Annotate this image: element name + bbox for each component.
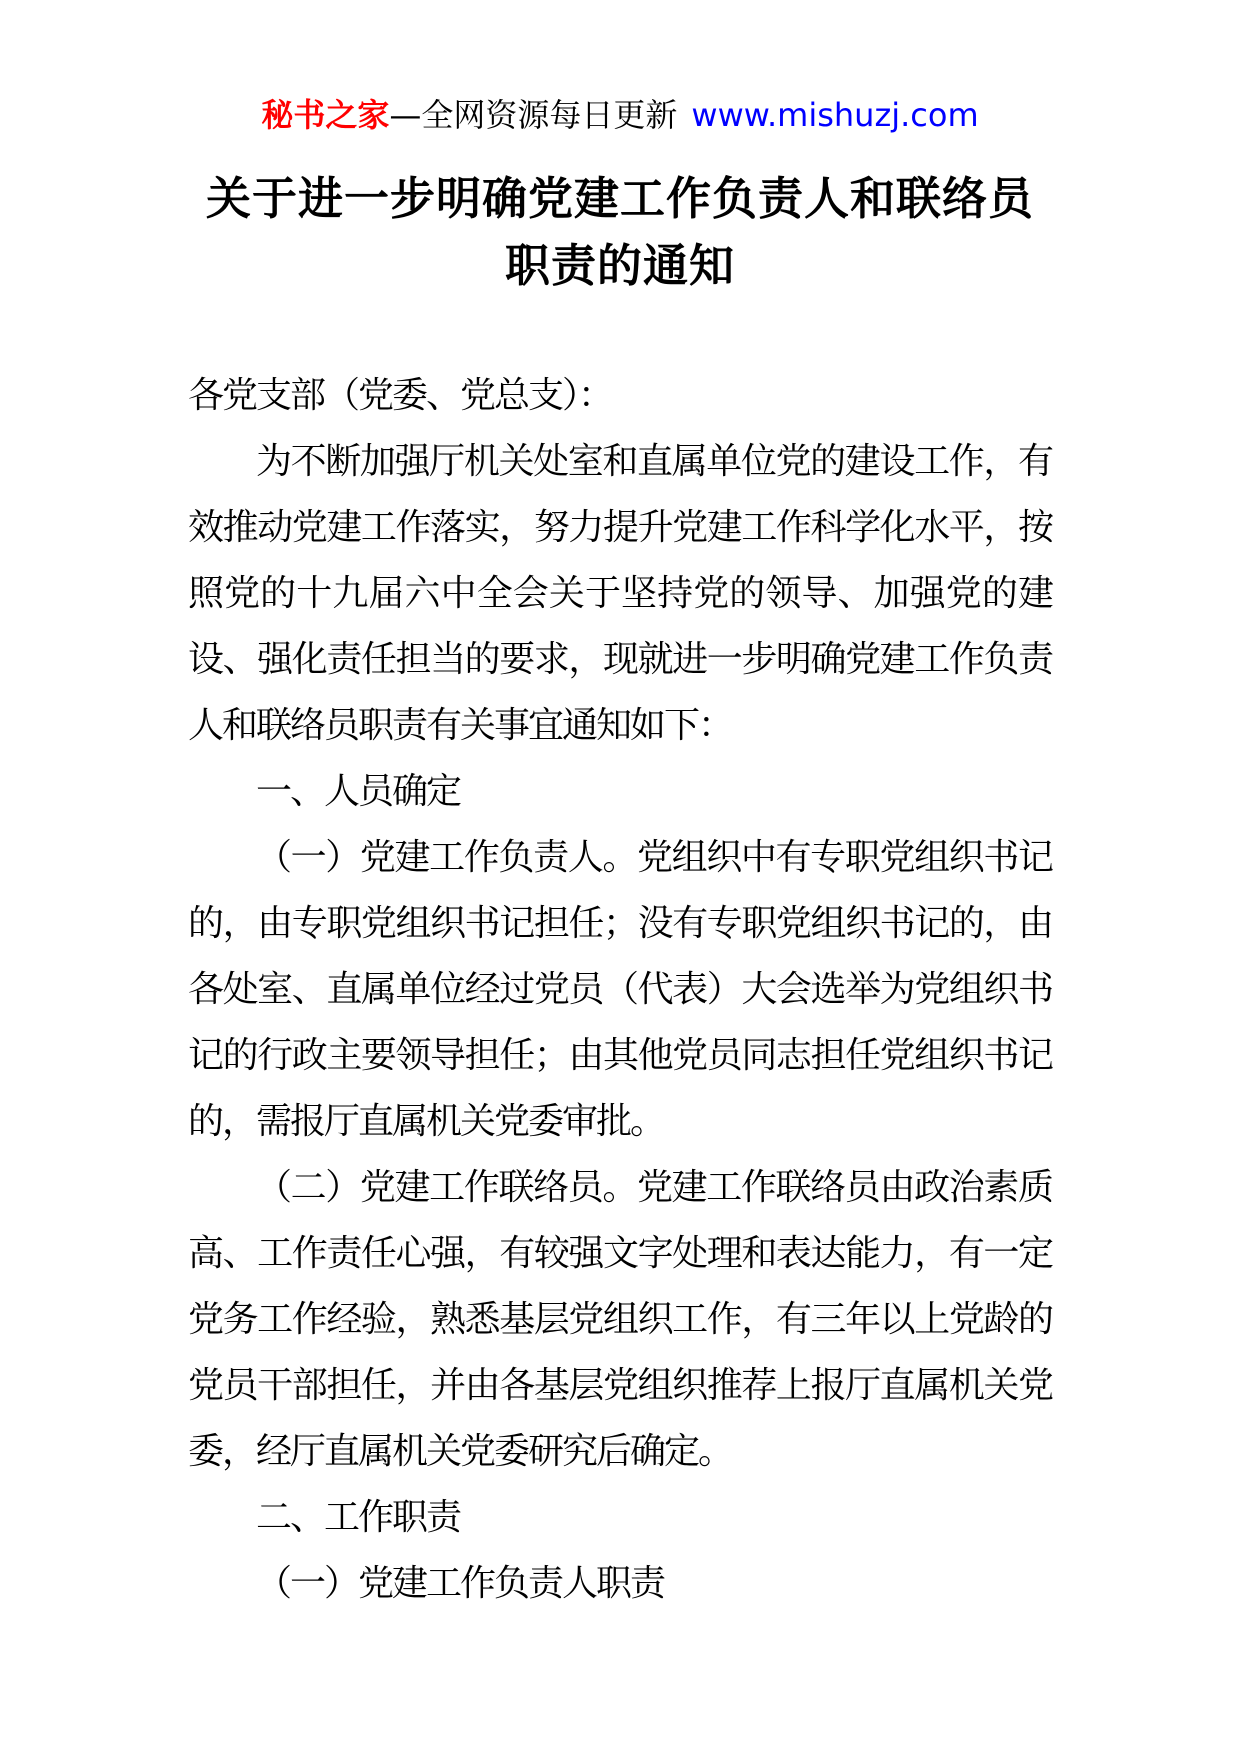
body-line: 人和联络员职责有关事宜通知如下： xyxy=(188,705,733,747)
document-title xyxy=(188,165,1052,299)
body-line: 二、工作职责 xyxy=(256,1497,461,1539)
title-line: 职责的通知 xyxy=(504,239,735,293)
body-line: 党员干部担任，并由各基层党组织推荐上报厅直属机关党 xyxy=(188,1365,1052,1407)
body-line: （一）党建工作负责人职责 xyxy=(256,1563,665,1605)
body-line: （一）党建工作负责人。党组织中有专职党组织书记 xyxy=(256,837,1052,879)
site-header xyxy=(188,95,1052,135)
body-line: 为不断加强厅机关处室和直属单位党的建设工作，有 xyxy=(256,441,1052,483)
body-line: 的，由专职党组织书记担任；没有专职党组织书记的，由 xyxy=(188,903,1052,945)
header-tagline: —全网资源每日更新 xyxy=(389,96,678,134)
header-brand: 秘书之家 xyxy=(261,96,390,134)
body-line: 各党支部（党委、党总支）： xyxy=(188,375,613,417)
body-line: 委，经厅直属机关党委研究后确定。 xyxy=(188,1431,733,1473)
body-line: （二）党建工作联络员。党建工作联络员由政治素质 xyxy=(256,1167,1052,1209)
body-line: 的，需报厅直属机关党委审批。 xyxy=(188,1101,665,1143)
title-line: 关于进一步明确党建工作负责人和联络员 xyxy=(205,172,1034,226)
body-line: 党务工作经验，熟悉基层党组织工作，有三年以上党龄的 xyxy=(188,1299,1052,1341)
body-line: 设、强化责任担当的要求，现就进一步明确党建工作负责 xyxy=(188,639,1052,681)
header-url-link[interactable]: www.mishuzj.com xyxy=(691,96,979,134)
body-line: 高、工作责任心强，有较强文字处理和表达能力，有一定 xyxy=(188,1233,1052,1275)
body-line: 记的行政主要领导担任；由其他党员同志担任党组织书记 xyxy=(188,1035,1052,1077)
body-line: 照党的十九届六中全会关于坚持党的领导、加强党的建 xyxy=(188,573,1052,615)
body-line: 各处室、直属单位经过党员（代表）大会选举为党组织书 xyxy=(188,969,1052,1011)
body-line: 效推动党建工作落实，努力提升党建工作科学化水平，按 xyxy=(188,507,1052,549)
body-line: 一、人员确定 xyxy=(256,771,461,813)
document-body xyxy=(188,363,1052,1617)
